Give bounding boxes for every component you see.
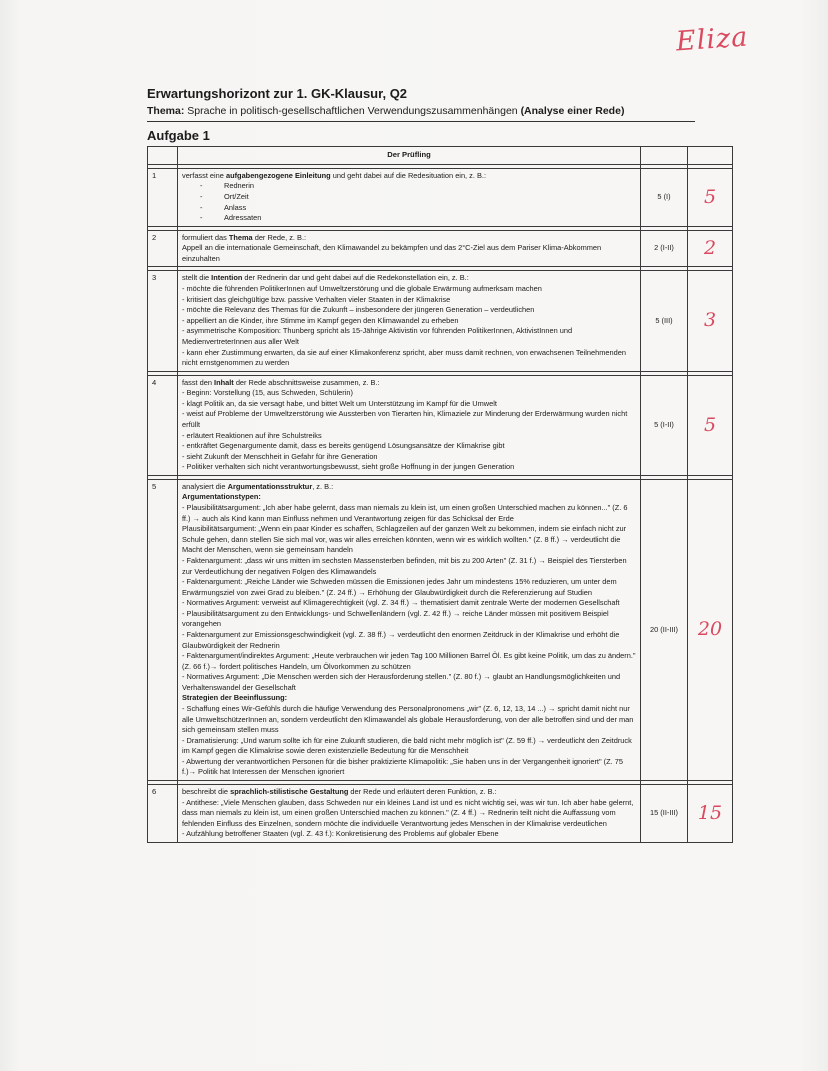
criteria-keyword: Argumentationsstruktur <box>227 481 313 491</box>
criteria-keyword: Inhalt <box>214 377 234 387</box>
criteria-line: - kann eher Zustimmung erwarten, da sie auf einer Klimakonferenz spricht, aber muss damit rechnen, von erwachsenen Teilnehmenden nicht ernstgenommen zu werden <box>182 347 626 368</box>
row-number: 6 <box>148 785 178 843</box>
row-points: 5 (III) <box>641 271 688 371</box>
row-criteria <box>178 230 641 267</box>
document-title: Erwartungshorizont zur 1. GK-Klausur, Q2 <box>147 86 408 101</box>
handwritten-signature: Eliza <box>675 21 750 58</box>
table-row <box>148 230 733 267</box>
criteria-intro <box>182 378 636 389</box>
criteria-subheading: Argumentationstypen: <box>182 492 261 502</box>
table-row <box>148 168 733 226</box>
criteria-subitem: - Ort/Zeit <box>200 192 636 203</box>
criteria-intro-text: der Rede, z. B.: <box>252 232 307 242</box>
criteria-line: - klagt Politik an, da sie versagt habe, und bittet Welt um Unterstützung im Kampf für die Umwelt <box>182 398 497 408</box>
criteria-line: - Aufzählung betroffener Staaten (vgl. Z. 43 f.): Konkretisierung des Problems auf globaler Ebene <box>182 829 499 839</box>
criteria-subheading: Strategien der Beeinflussung: <box>182 693 288 703</box>
criteria-line: - Faktenargument/indirektes Argument: „Heute verbrauchen wir jeden Tag 100 Millionen Barrel Öl. Es gibt keine Politik, um das zu ändern." (Z. 66 f.)→ fordert politisches Handeln, um Ölvorkommen zu schützen <box>182 651 636 671</box>
document-theme <box>147 105 624 117</box>
criteria-line: - möchte die Relevanz des Themas für die Zukunft – insbesondere der jüngeren Generation – verdeutlichen <box>182 305 535 315</box>
criteria-line: - Faktenargument: „Reiche Länder wie Schweden müssen die Emissionen jedes Jahr um mindestens 15% reduzieren, um unter dem Erwärmungsziel von zwei Grad zu bleiben." (Z. 24 ff.) → Erhöhung der Glaubwürdigkeit durch die Referenzierung auf Studien <box>182 577 617 597</box>
table-row <box>148 375 733 475</box>
criteria-keyword: aufgabengezogene Einleitung <box>225 170 331 180</box>
criteria-line: - weist auf Probleme der Umweltzerstörung wie Aussterben von Tierarten hin, Klimaziele zur Minderung der Erderwärmung wurden nicht erfüllt <box>182 409 628 429</box>
criteria-intro <box>182 787 636 798</box>
criteria-line: - Beginn: Vorstellung (15, aus Schweden, Schülerin) <box>182 388 353 398</box>
criteria-subitem: - Rednerin <box>200 181 636 192</box>
criteria-intro-text: verfasst eine <box>182 170 226 180</box>
criteria-line: - Antithese: „Viele Menschen glauben, dass Schweden nur ein kleines Land ist und es nicht wichtig sei, was wir tun. Ich aber habe gelernt, dass man niemals zu klein ist, um einen großen Unterschied machen zu können." (Z. 4 ff.) → Rednerin teilt nicht die Auffassung vom fehlenden Einfluss des Einzelnen, sondern möchte die individuelle Verantwortung jedes Menschen in der Klimakrise verdeutlichen <box>182 797 634 828</box>
criteria-intro-text: stellt die <box>182 273 212 283</box>
row-points: 15 (II-III) <box>641 785 688 843</box>
criteria-line: - appelliert an die Kinder, ihre Stimme im Kampf gegen den Klimawandel zu erheben <box>182 315 459 325</box>
theme-text: Sprache in politisch-gesellschaftlichen Verwendungszusammenhängen <box>187 105 518 117</box>
row-number: 1 <box>148 168 178 226</box>
criteria-intro-text: der Rede abschnittsweise zusammen, z. B.: <box>233 377 380 387</box>
header-cell-empty <box>148 147 178 165</box>
criteria-intro-text: fasst den <box>182 377 215 387</box>
criteria-intro-text: formuliert das <box>182 232 229 242</box>
row-number: 3 <box>148 271 178 371</box>
row-criteria <box>178 168 641 226</box>
criteria-line: - möchte die führenden PolitikerInnen auf Umweltzerstörung und die globale Erwärmung aufmerksam machen <box>182 284 542 294</box>
task-heading: Aufgabe 1 <box>147 128 210 143</box>
row-number: 2 <box>148 230 178 267</box>
table-row <box>148 271 733 371</box>
criteria-line: - sieht Zukunft der Menschheit in Gefahr für ihre Generation <box>182 451 378 461</box>
criteria-subitem: - Adressaten <box>200 213 636 224</box>
header-cell-points <box>641 147 688 165</box>
theme-label: Thema: <box>147 105 185 117</box>
criteria-line: - Schaffung eines Wir-Gefühls durch die häufige Verwendung des Personalpronomens „wir" (Z. 6, 12, 13, 14 ...) → spricht damit nicht nur alle UmweltschützerInnen an, sondern verdeutlicht den Klimawandel als globale Herausforderung, von der alle betroffen sind und der man sich gemeinsam stellen muss <box>182 704 634 735</box>
header-cell-score <box>688 147 733 165</box>
row-criteria <box>178 479 641 780</box>
criteria-sublist <box>200 181 636 223</box>
criteria-line: - asymmetrische Komposition: Thunberg spricht als 15-Jährige Aktivistin vor führenden PolitikerInnen, AktivistInnen und MedienvertreterInnen aus aller Welt <box>182 326 573 346</box>
theme-suffix: (Analyse einer Rede) <box>520 105 625 117</box>
header-cell-pruefling: Der Prüfling <box>178 147 641 165</box>
row-criteria <box>178 271 641 371</box>
title-underline <box>147 121 695 122</box>
row-points: 5 (I) <box>641 168 688 226</box>
row-criteria <box>178 785 641 843</box>
criteria-intro-text: der Rede und erläutert deren Funktion, z. B.: <box>348 787 497 797</box>
criteria-line: - Normatives Argument: verweist auf Klimagerechtigkeit (vgl. Z. 34 ff.) → thematisiert damit zentrale Werte der modernen Gesellschaft <box>182 598 620 608</box>
criteria-line: Appell an die internationale Gemeinschaft, den Klimawandel zu bekämpfen und das 2°C-Ziel aus dem Pariser Klima-Abkommen einzuhalten <box>182 243 602 263</box>
table-row <box>148 479 733 780</box>
criteria-line: - Plausibilitätsargument: „Ich aber habe gelernt, dass man niemals zu klein ist, um einen großen Unterschied machen zu können..." (Z. 6 ff.) → auch als Kind kann man Einfluss nehmen und Verantwortung zeigen für das Schicksal der Erde <box>182 503 628 523</box>
grading-table-body <box>148 147 733 843</box>
row-handwritten-score: 3 <box>688 271 733 371</box>
row-handwritten-score: 5 <box>688 375 733 475</box>
criteria-line: Plausibilitätsargument: „Wenn ein paar Kinder es schaffen, Schlagzeilen auf der ganzen Welt zu bekommen, indem sie einfach nicht zur Schule gehen, dann stellen Sie sich mal vor, was wir alles erreichen könnten, wenn wir es wirklich wollten." (Z. 8 ff.) → verdeutlicht die Macht der Menschen, wenn sie gemeinsam handeln <box>182 524 627 555</box>
row-handwritten-score: 20 <box>688 479 733 780</box>
row-handwritten-score: 5 <box>688 168 733 226</box>
grading-table <box>147 146 733 843</box>
criteria-keyword: Thema <box>228 232 253 242</box>
criteria-intro-text: , z. B.: <box>312 481 334 491</box>
criteria-line: - Faktenargument: „dass wir uns mitten im sechsten Massensterben befinden, mit bis zu 200 Arten" (Z. 31 f.) → Beispiel des Tiersterben zur Verdeutlichung der negativen Folgen des Klimawandels <box>182 555 627 576</box>
criteria-intro <box>182 171 636 182</box>
criteria-line: - Faktenargument zur Emissionsgeschwindigkeit (vgl. Z. 38 ff.) → verdeutlicht den enormen Zeitdruck in der Klimakrise und erhöht die Glaubwürdigkeit der Rednerin <box>182 629 620 650</box>
table-row <box>148 785 733 843</box>
criteria-keyword: Intention <box>211 273 243 283</box>
criteria-line: - entkräftet Gegenargumente damit, dass es bereits genügend Lösungsansätze der Klimakrise gibt <box>182 441 505 451</box>
row-number: 4 <box>148 375 178 475</box>
criteria-intro-text: beschreibt die <box>182 787 231 797</box>
criteria-intro-text: und geht dabei auf die Redesituation ein, z. B.: <box>330 170 486 180</box>
table-header-row <box>148 147 733 165</box>
criteria-line: - Plausibilitätsargument zu den Entwicklungs- und Schwellenländern (vgl. Z. 42 ff.) → reiche Länder müssen mit positivem Beispiel vorangehen <box>182 608 609 629</box>
criteria-line: - erläutert Reaktionen auf ihre Schulstreiks <box>182 430 322 440</box>
criteria-line: - Dramatisierung: „Und warum sollte ich für eine Zukunft studieren, die bald nicht mehr möglich ist" (Z. 59 ff.) → verdeutlicht den Zeitdruck im Kampf gegen die Klimakrise sowie deren existenzielle Bedeutung für die Menschheit <box>182 735 632 756</box>
criteria-line: - Politiker verhalten sich nicht verantwortungsbewusst, sieht große Hoffnung in der jungen Generation <box>182 462 515 472</box>
criteria-line: - kritisiert das gleichgültige bzw. passive Verhalten vieler Staaten in der Klimakrise <box>182 294 451 304</box>
row-points: 20 (II-III) <box>641 479 688 780</box>
row-criteria <box>178 375 641 475</box>
criteria-intro-text: analysiert die <box>182 481 228 491</box>
row-handwritten-score: 15 <box>688 785 733 843</box>
row-number: 5 <box>148 479 178 780</box>
criteria-line: - Abwertung der verantwortlichen Personen für die bisher praktizierte Klimapolitik: „Sie haben uns in der Vergangenheit ignoriert" (Z. 75 f.)→ Politik hat Interessen der Menschen ignoriert <box>182 756 623 777</box>
criteria-keyword: sprachlich-stilistische Gestaltung <box>230 787 349 797</box>
row-handwritten-score: 2 <box>688 230 733 267</box>
criteria-intro-text: der Rednerin dar und geht dabei auf die Redekonstellation ein, z. B.: <box>242 273 469 283</box>
criteria-intro <box>182 482 636 493</box>
criteria-intro <box>182 233 636 244</box>
criteria-intro <box>182 273 636 284</box>
criteria-subitem: - Anlass <box>200 203 636 214</box>
row-points: 2 (I-II) <box>641 230 688 267</box>
row-points: 5 (I-II) <box>641 375 688 475</box>
criteria-line: - Normatives Argument: „Die Menschen werden sich der Herausforderung stellen." (Z. 80 f.) → glaubt an Handlungsmöglichkeiten und Verhaltenswandel der Gesellschaft <box>182 672 621 692</box>
